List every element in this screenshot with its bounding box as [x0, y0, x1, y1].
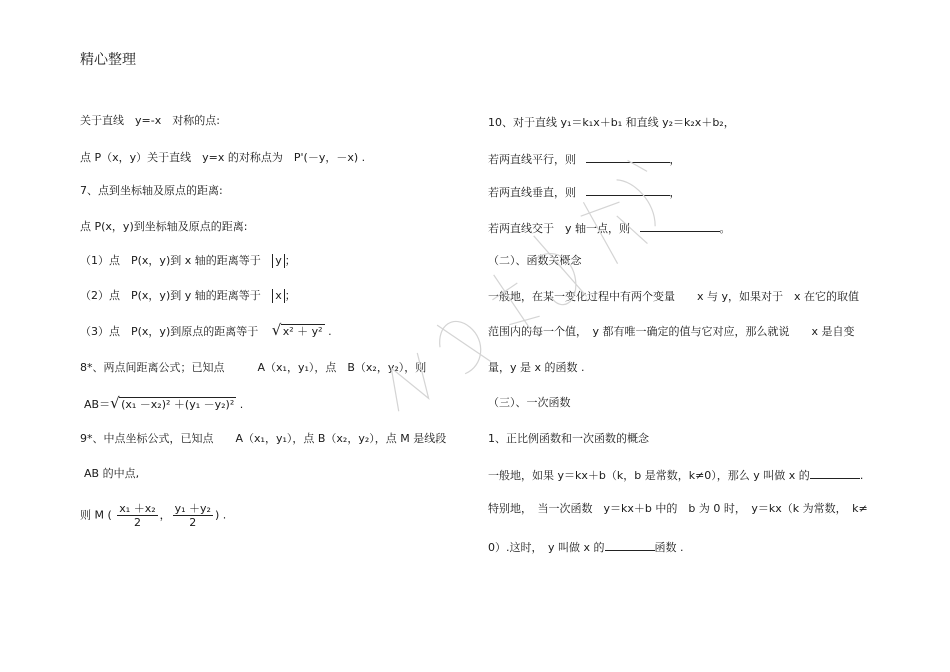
fraction-x-denominator: 2 — [133, 516, 141, 529]
midpoint-lhs: 则 M ( — [80, 508, 112, 522]
parallel-blank[interactable] — [586, 151, 670, 163]
fraction-y-denominator: 2 — [189, 516, 197, 529]
section-8-heading: 8*、两点间距离公式；已知点 A（x₁，y₁），点 B（x₂，y₂），则 — [80, 361, 427, 374]
midpoint-end: ) . — [214, 508, 227, 522]
distance-intro: 点 P(x，y)到坐标轴及原点的距离: — [80, 220, 248, 233]
proportional-label: 0）.这时， y 叫做 x 的 — [488, 541, 605, 554]
midpoint-ab: AB 的中点, — [84, 467, 140, 480]
intersect-y-axis-condition: 若两直线交于 y 轴一点，则 。 — [488, 222, 731, 235]
section-10-label: 10、对于直线 — [488, 116, 557, 129]
perpendicular-blank[interactable] — [586, 184, 670, 196]
distance-x-axis: （1）点 P(x，y)到 x 轴的距离等于 y ； — [80, 254, 296, 267]
section-10-heading: 10、对于直线 y₁＝k₁x＋b₁ 和直线 y₂＝k₂x＋b₂， — [488, 116, 735, 129]
section-9-heading: 9*、中点坐标公式，已知点 A（x₁，y₁），点 B（x₂，y₂），点 M 是线段 — [80, 432, 447, 445]
sqrt-distance-radicand: (x₁ －x₂)² ＋(y₁ －y₂)² — [121, 398, 235, 411]
fraction-y-numerator: y₁ ＋y₂ — [174, 502, 211, 515]
distance-y-axis: （2）点 P(x，y)到 y 轴的距离等于 x ； — [80, 289, 296, 302]
special-case-line: 特别地， 当一次函数 y＝kx＋b 中的 b 为 0 时， y＝kx（k 为常数， k≠ — [488, 502, 868, 515]
sqrt-distance: √ (x₁ －x₂)² ＋(y₁ －y₂)² — [110, 394, 235, 412]
linear-def-line: 一般地，如果 y＝kx＋b（k，b 是常数，k≠0），那么 y 叫做 x 的 . — [488, 469, 864, 482]
intersect-label: 若两直线交于 y 轴一点，则 — [488, 222, 631, 235]
section-two-heading: （二）、函数关概念 — [488, 254, 582, 267]
symmetry-y-x-rule: 点 P（x，y）关于直线 y=x 的对称点为 P'(－y，－x) . — [80, 151, 366, 164]
function-def-line-2: 范围内的每一个值， y 都有唯一确定的值与它对应，那么就说 x 是自变 — [488, 325, 855, 338]
sqrt-origin-radicand: x² ＋ y² — [282, 325, 323, 338]
fraction-comma: ， — [159, 508, 171, 522]
intersect-blank[interactable] — [640, 220, 720, 232]
symmetry-y-neg-x-heading: 关于直线 y=-x 对称的点: — [80, 114, 220, 127]
line-equation-2: y₂＝k₂x＋b₂ — [662, 116, 724, 129]
section-10-mid: 和直线 — [625, 116, 659, 129]
section-7-heading: 7、点到坐标轴及原点的距离: — [80, 184, 223, 197]
distance-x-axis-label: （1）点 P(x，y)到 x 轴的距离等于 — [80, 254, 261, 267]
parallel-condition: 若两直线平行，则 ， — [488, 153, 681, 166]
midpoint-formula — [80, 502, 226, 529]
abs-x: x — [272, 289, 285, 303]
fraction-x-numerator: x₁ ＋x₂ — [119, 502, 156, 515]
perpendicular-condition: 若两直线垂直，则 ， — [488, 186, 681, 199]
proportional-line: 0）.这时， y 叫做 x 的 函数 . — [488, 541, 684, 554]
line-equation-1: y₁＝k₁x＋b₁ — [560, 116, 623, 129]
proportional-blank[interactable] — [605, 539, 655, 551]
parallel-label: 若两直线平行，则 — [488, 153, 576, 166]
linear-def-label: 一般地，如果 y＝kx＋b（k，b 是常数，k≠0），那么 y 叫做 x 的 — [488, 469, 810, 482]
abs-y: y — [272, 254, 285, 268]
fraction-x — [117, 502, 157, 529]
distance-formula-lhs: AB＝ — [84, 398, 111, 411]
watermark-stroke-2 — [429, 310, 493, 381]
distance-origin-label: （3）点 P(x，y)到原点的距离等于 — [80, 325, 259, 338]
page-title: 精心整理 — [80, 52, 136, 68]
section-three-heading: （三）、一次函数 — [488, 396, 571, 409]
linear-concept-heading: 1、正比例函数和一次函数的概念 — [488, 432, 649, 445]
distance-y-axis-label: （2）点 P(x，y)到 y 轴的距离等于 — [80, 289, 261, 302]
fraction-y — [173, 502, 213, 529]
perpendicular-label: 若两直线垂直，则 — [488, 186, 576, 199]
function-def-line-3: 量，y 是 x 的函数 . — [488, 361, 585, 374]
function-def-line-1: 一般地，在某一变化过程中有两个变量 x 与 y，如果对于 x 在它的取值 — [488, 290, 860, 303]
linear-blank[interactable] — [810, 467, 860, 479]
distance-origin: （3）点 P(x，y)到原点的距离等于 √ x² ＋ y² . — [80, 321, 332, 339]
distance-formula: AB＝ √ (x₁ －x₂)² ＋(y₁ －y₂)² . — [84, 394, 244, 412]
sqrt-origin: √ x² ＋ y² — [271, 321, 323, 339]
